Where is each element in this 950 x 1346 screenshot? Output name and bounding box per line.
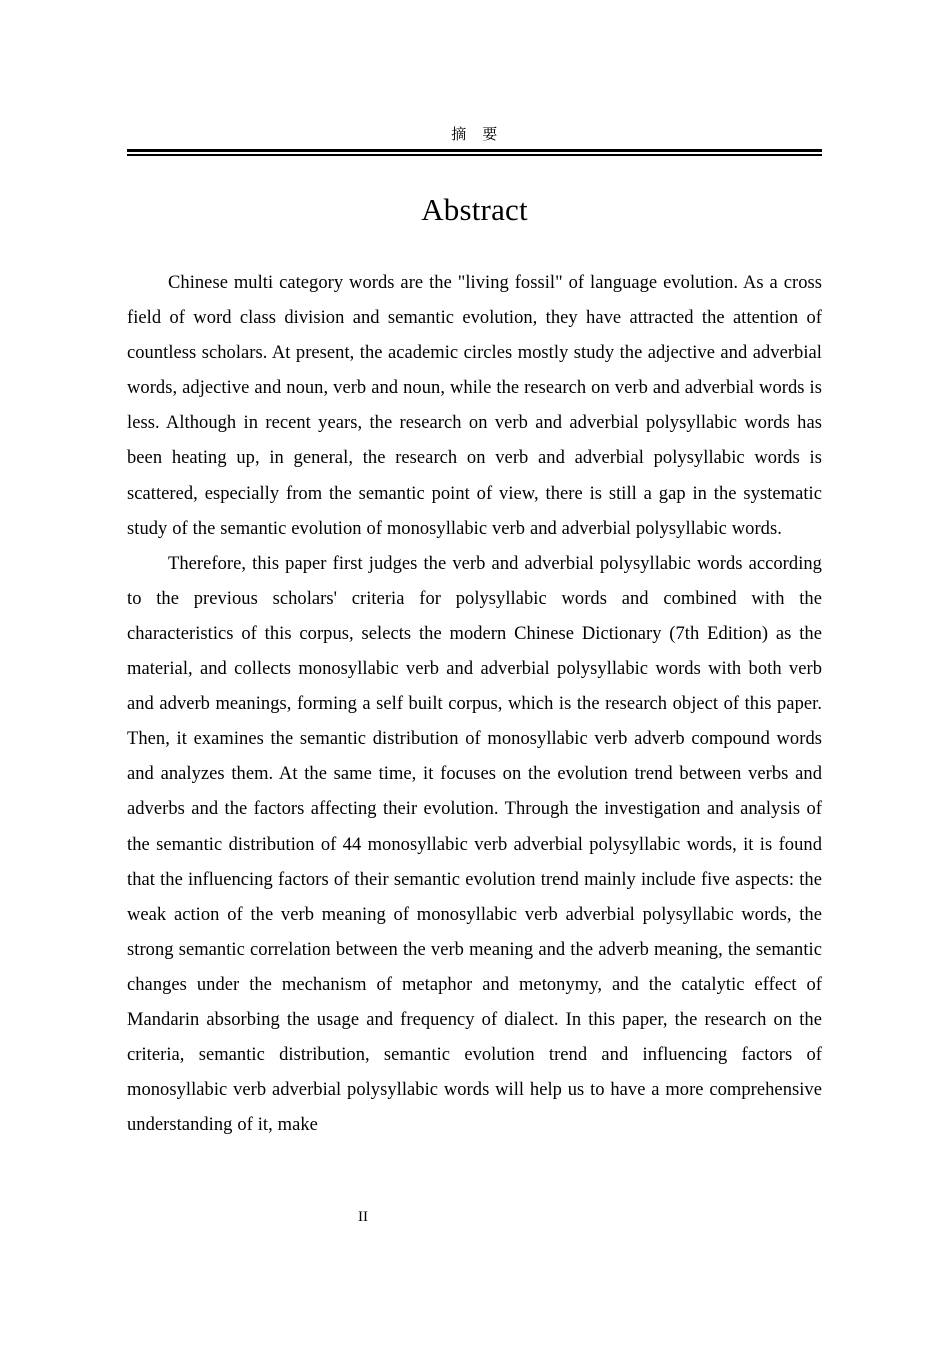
running-header xyxy=(127,124,822,156)
running-header-title: 摘 要 xyxy=(451,125,498,143)
header-rule-thin-line xyxy=(127,154,822,156)
paragraph: Therefore, this paper first judges the verb and adverbial polysyllabic words according to the previous scholars' criteria for polysyllabic words and combined with the characteristics of this corpus, selects the modern Chinese Dictionary (7th Edition) as the material, and collects monosyllabic verb and adverbial polysyllabic words with both verb and adverb meanings, forming a self built corpus, which is the research object of this paper. Then, it examines the semantic distribution of monosyllabic verb adverb compound words and analyzes them. At the same time, it focuses on the evolution trend between verbs and adverbs and the factors affecting their evolution. Through the investigation and analysis of the semantic distribution of 44 monosyllabic verb adverbial polysyllabic words, it is found that the influencing factors of their semantic evolution trend mainly include five aspects: the weak action of the verb meaning of monosyllabic verb adverbial polysyllabic words, the strong semantic correlation between the verb meaning and the adverb meaning, the semantic changes under the mechanism of metaphor and metonymy, and the catalytic effect of Mandarin absorbing the usage and frequency of dialect. In this paper, the research on the criteria, semantic distribution, semantic evolution trend and influencing factors of monosyllabic verb adverbial polysyllabic words will help us to have a more comprehensive understanding of it, make xyxy=(127,553,822,1136)
page-number-footer: II xyxy=(358,1209,368,1225)
header-divider-rule xyxy=(127,149,822,156)
abstract-body xyxy=(127,266,822,1143)
page-title: Abstract xyxy=(421,192,528,227)
paragraph: Chinese multi category words are the "living fossil" of language evolution. As a cross field of word class division and semantic evolution, they have attracted the attention of countless scholars. At present, the academic circles mostly study the adjective and adverbial words, adjective and noun, verb and noun, while the research on verb and adverbial words is less. Although in recent years, the research on verb and adverbial polysyllabic words has been heating up, in general, the research on verb and adverbial polysyllabic words is scattered, especially from the semantic point of view, there is still a gap in the systematic study of the semantic evolution of monosyllabic verb and adverbial polysyllabic words. xyxy=(127,273,822,539)
